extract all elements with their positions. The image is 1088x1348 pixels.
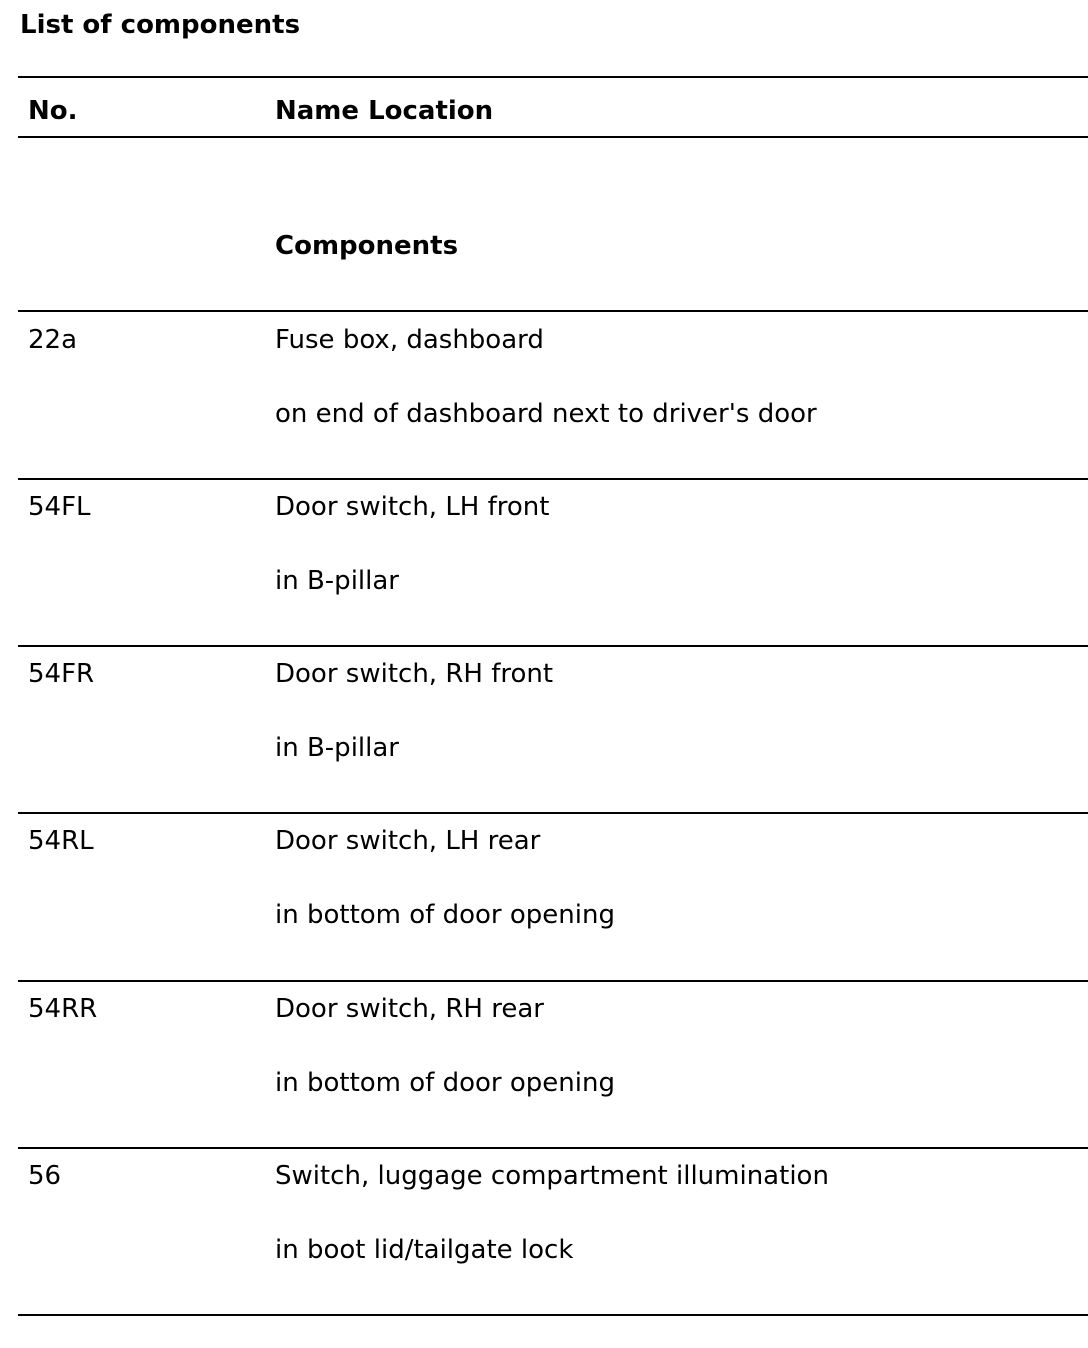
table-top-rule xyxy=(18,76,1088,78)
row-rule xyxy=(18,645,1088,647)
row-location: on end of dashboard next to driver's door xyxy=(275,399,817,429)
page-title: List of components xyxy=(20,10,301,40)
row-name: Door switch, RH front xyxy=(275,659,554,689)
table-bottom-rule xyxy=(18,1314,1088,1316)
header-no: No. xyxy=(28,96,78,126)
row-no: 22a xyxy=(28,325,78,355)
row-location: in bottom of door opening xyxy=(275,1068,615,1098)
row-name: Fuse box, dashboard xyxy=(275,325,544,355)
row-rule xyxy=(18,478,1088,480)
row-no: 54RL xyxy=(28,826,94,856)
row-name: Door switch, LH front xyxy=(275,492,550,522)
row-no: 54FL xyxy=(28,492,91,522)
row-location: in bottom of door opening xyxy=(275,900,615,930)
row-rule xyxy=(18,812,1088,814)
row-location: in B-pillar xyxy=(275,566,399,596)
row-location: in boot lid/tailgate lock xyxy=(275,1235,574,1265)
row-no: 56 xyxy=(28,1161,62,1191)
row-rule xyxy=(18,310,1088,312)
header-bottom-rule xyxy=(18,136,1088,138)
section-title: Components xyxy=(275,231,459,261)
header-name-location: Name Location xyxy=(275,96,494,126)
row-rule xyxy=(18,1147,1088,1149)
row-no: 54RR xyxy=(28,994,98,1024)
row-name: Door switch, RH rear xyxy=(275,994,544,1024)
row-name: Switch, luggage compartment illumination xyxy=(275,1161,829,1191)
row-location: in B-pillar xyxy=(275,733,399,763)
row-rule xyxy=(18,980,1088,982)
row-no: 54FR xyxy=(28,659,95,689)
row-name: Door switch, LH rear xyxy=(275,826,541,856)
